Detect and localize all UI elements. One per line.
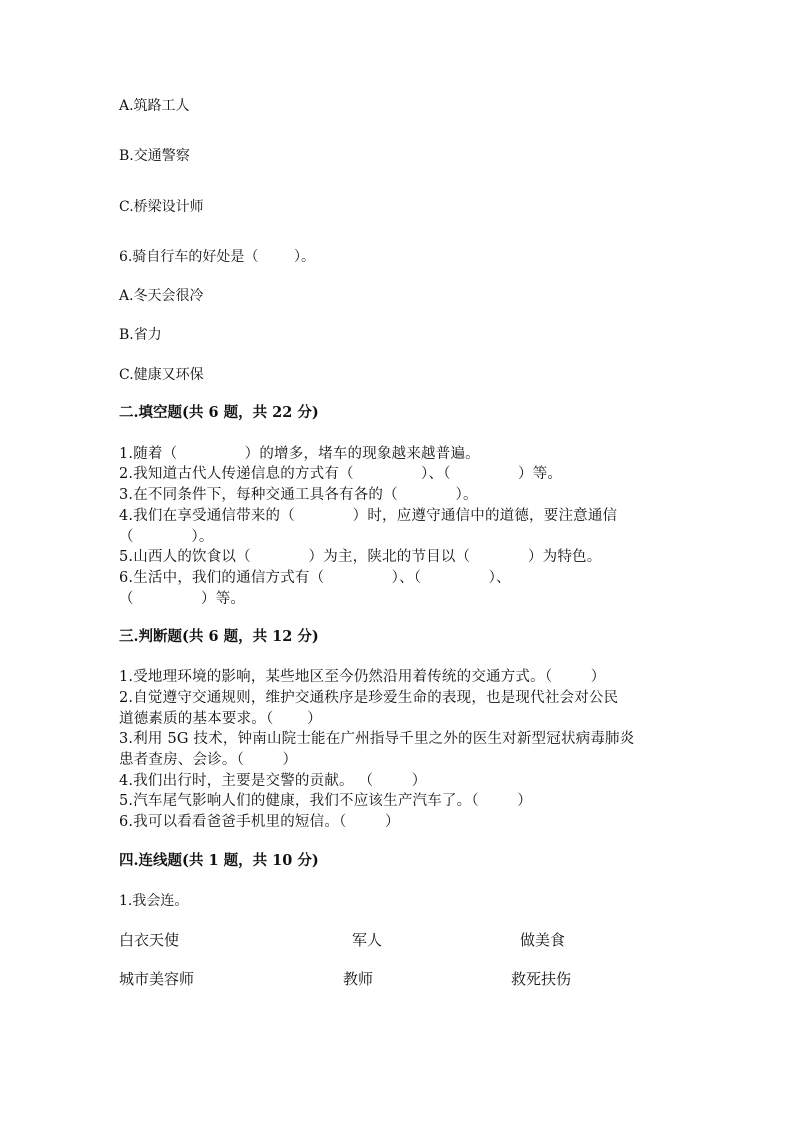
match-item: 军人 — [352, 931, 383, 949]
section3-line: 1.受地理环境的影响，某些地区至今仍然沿用着传统的交通方式。（ ） — [119, 669, 606, 685]
q6-option-b: B.省力 — [119, 327, 162, 343]
match-item: 教师 — [343, 970, 374, 988]
section3-line: 4.我们出行时，主要是交警的贡献。 （ ） — [119, 773, 427, 789]
q5-option-a: A.筑路工人 — [119, 98, 190, 114]
match-item: 做美食 — [520, 931, 566, 949]
section2-line: （ ）。 — [119, 529, 214, 545]
section4-heading: 四.连线题(共 1 题，共 10 分) — [119, 852, 319, 869]
q5-option-c: C.桥梁设计师 — [119, 199, 204, 215]
section3-heading: 三.判断题(共 6 题，共 12 分) — [119, 628, 319, 645]
section3-line: 5.汽车尾气影响人们的健康，我们不应该生产汽车了。（ ） — [119, 793, 532, 809]
q6-stem: 6.骑自行车的好处是（ ）。 — [119, 249, 315, 265]
section2-line: 2.我知道古代人传递信息的方式有（ ）、（ ）等。 — [119, 466, 563, 482]
section2-line: （ ）等。 — [119, 591, 246, 607]
section3-line: 道德素质的基本要求。（ ） — [119, 711, 322, 727]
match-item: 白衣天使 — [119, 931, 180, 949]
section2-line: 5.山西人的饮食以（ ）为主，陕北的节目以（ ）为特色。 — [119, 549, 602, 565]
section2-line: 6.生活中，我们的通信方式有（ ）、（ ）、 — [119, 570, 511, 586]
section2-heading: 二.填空题(共 6 题，共 22 分) — [119, 404, 319, 421]
section2-line: 1.随着（ ）的增多，堵车的现象越来越普遍。 — [119, 446, 480, 462]
q5-option-b: B.交通警察 — [119, 148, 190, 164]
section3-line: 3.利用 5G 技术，钟南山院士能在广州指导千里之外的医生对新型冠状病毒肺炎 — [119, 731, 635, 747]
section3-line: 患者查房、会诊。（ ） — [119, 752, 298, 768]
q6-option-a: A.冬天会很冷 — [119, 288, 204, 304]
section4-question: 1.我会连。 — [119, 893, 189, 909]
section2-line: 3.在不同条件下，每种交通工具各有各的（ ）。 — [119, 487, 478, 503]
match-item: 救死扶伤 — [511, 970, 572, 988]
section3-line: 2.自觉遵守交通规则，维护交通秩序是珍爱生命的表现，也是现代社会对公民 — [119, 690, 619, 706]
match-item: 城市美容师 — [119, 970, 195, 988]
section3-line: 6.我可以看看爸爸手机里的短信。（ ） — [119, 814, 400, 830]
q6-option-c: C.健康又环保 — [119, 367, 204, 383]
section2-line: 4.我们在享受通信带来的（ ）时，应遵守通信中的道德，要注意通信 — [119, 508, 618, 524]
